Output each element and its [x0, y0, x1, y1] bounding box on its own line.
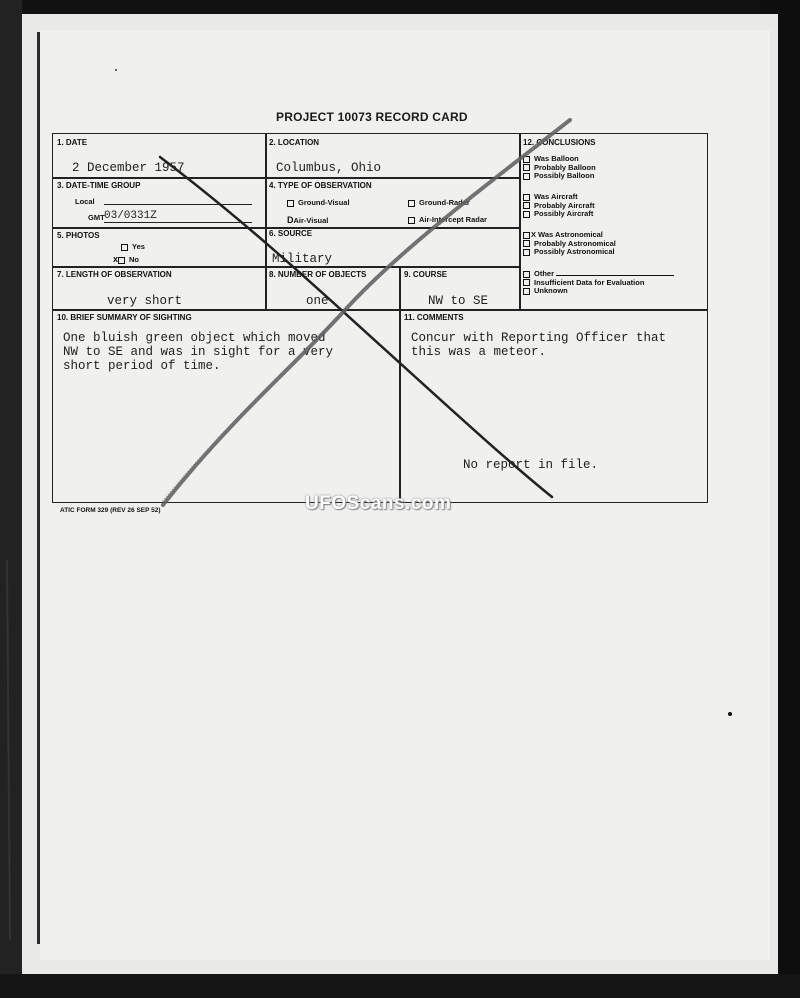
length-value: very short — [107, 294, 183, 308]
conclusion-item-checked: X Was Astronomical — [523, 231, 616, 240]
summary-line: NW to SE and was in sight for a very — [63, 345, 334, 359]
location-label: 2. LOCATION — [269, 138, 320, 147]
summary-label: 10. BRIEF SUMMARY OF SIGHTING — [57, 313, 192, 322]
form-number: ATIC FORM 329 (REV 26 SEP 52) — [60, 507, 161, 514]
num-objects-value: one — [306, 294, 329, 308]
speck — [115, 69, 117, 71]
conclusion-item: Was Aircraft — [523, 193, 595, 202]
cross-stroke-1 — [160, 157, 552, 497]
conclusions-label: 12. CONCLUSIONS — [523, 138, 596, 147]
conclusion-item: Probably Aircraft — [523, 202, 595, 211]
dtg-label: 3. DATE-TIME GROUP — [57, 181, 141, 190]
dtg-gmt-label: GMT — [88, 213, 105, 222]
obs-air-intercept: Air-Intercept Radar — [408, 215, 487, 224]
obs-type-label: 4. TYPE OF OBSERVATION — [269, 181, 372, 190]
summary-line: One bluish green object which moved — [63, 331, 326, 345]
obs-air-visual: DAir-Visual — [287, 215, 329, 225]
conclusion-item: Probably Balloon — [523, 164, 596, 173]
cross-stroke-2 — [163, 120, 570, 505]
cross-stroke-2-texture — [161, 124, 565, 503]
obs-ground-visual: Ground-Visual — [287, 198, 350, 207]
speck — [728, 712, 732, 716]
source-label: 6. SOURCE — [269, 229, 313, 238]
date-label: 1. DATE — [57, 138, 88, 147]
length-label: 7. LENGTH OF OBSERVATION — [57, 270, 172, 279]
conclusion-item: Insufficient Data for Evaluation — [523, 279, 674, 288]
edge-smudge — [7, 560, 10, 940]
dtg-gmt-value: 03/0331Z — [104, 210, 157, 222]
comments-label: 11. COMMENTS — [404, 313, 464, 322]
course-value: NW to SE — [428, 294, 489, 308]
conclusion-item: Other — [523, 270, 674, 279]
conclusion-item: Possibly Balloon — [523, 172, 596, 181]
conclusion-item: Probably Astronomical — [523, 240, 616, 249]
photos-yes: Yes — [121, 242, 145, 251]
obs-ground-radar: Ground-Radar — [408, 198, 470, 207]
comments-line: this was a meteor. — [411, 345, 547, 359]
watermark: UFOScans.com — [305, 493, 452, 514]
comments-note: No report in file. — [463, 458, 599, 472]
dtg-local-label: Local — [75, 197, 95, 206]
photos-no: x No — [113, 254, 140, 264]
summary-line: short period of time. — [63, 359, 221, 373]
photos-label: 5. PHOTOS — [57, 231, 100, 240]
conclusion-item: Possibly Aircraft — [523, 210, 595, 219]
page-title: PROJECT 10073 RECORD CARD — [276, 110, 468, 124]
conclusion-item: Unknown — [523, 287, 674, 296]
comments-line: Concur with Reporting Officer that — [411, 331, 667, 345]
source-value: Military — [272, 252, 333, 266]
conclusion-item: Possibly Astronomical — [523, 248, 616, 257]
location-value: Columbus, Ohio — [276, 161, 382, 175]
date-value: 2 December 1957 — [72, 161, 185, 175]
conclusion-item: Was Balloon — [523, 155, 596, 164]
course-label: 9. COURSE — [404, 270, 448, 279]
num-objects-label: 8. NUMBER OF OBJECTS — [269, 270, 367, 279]
